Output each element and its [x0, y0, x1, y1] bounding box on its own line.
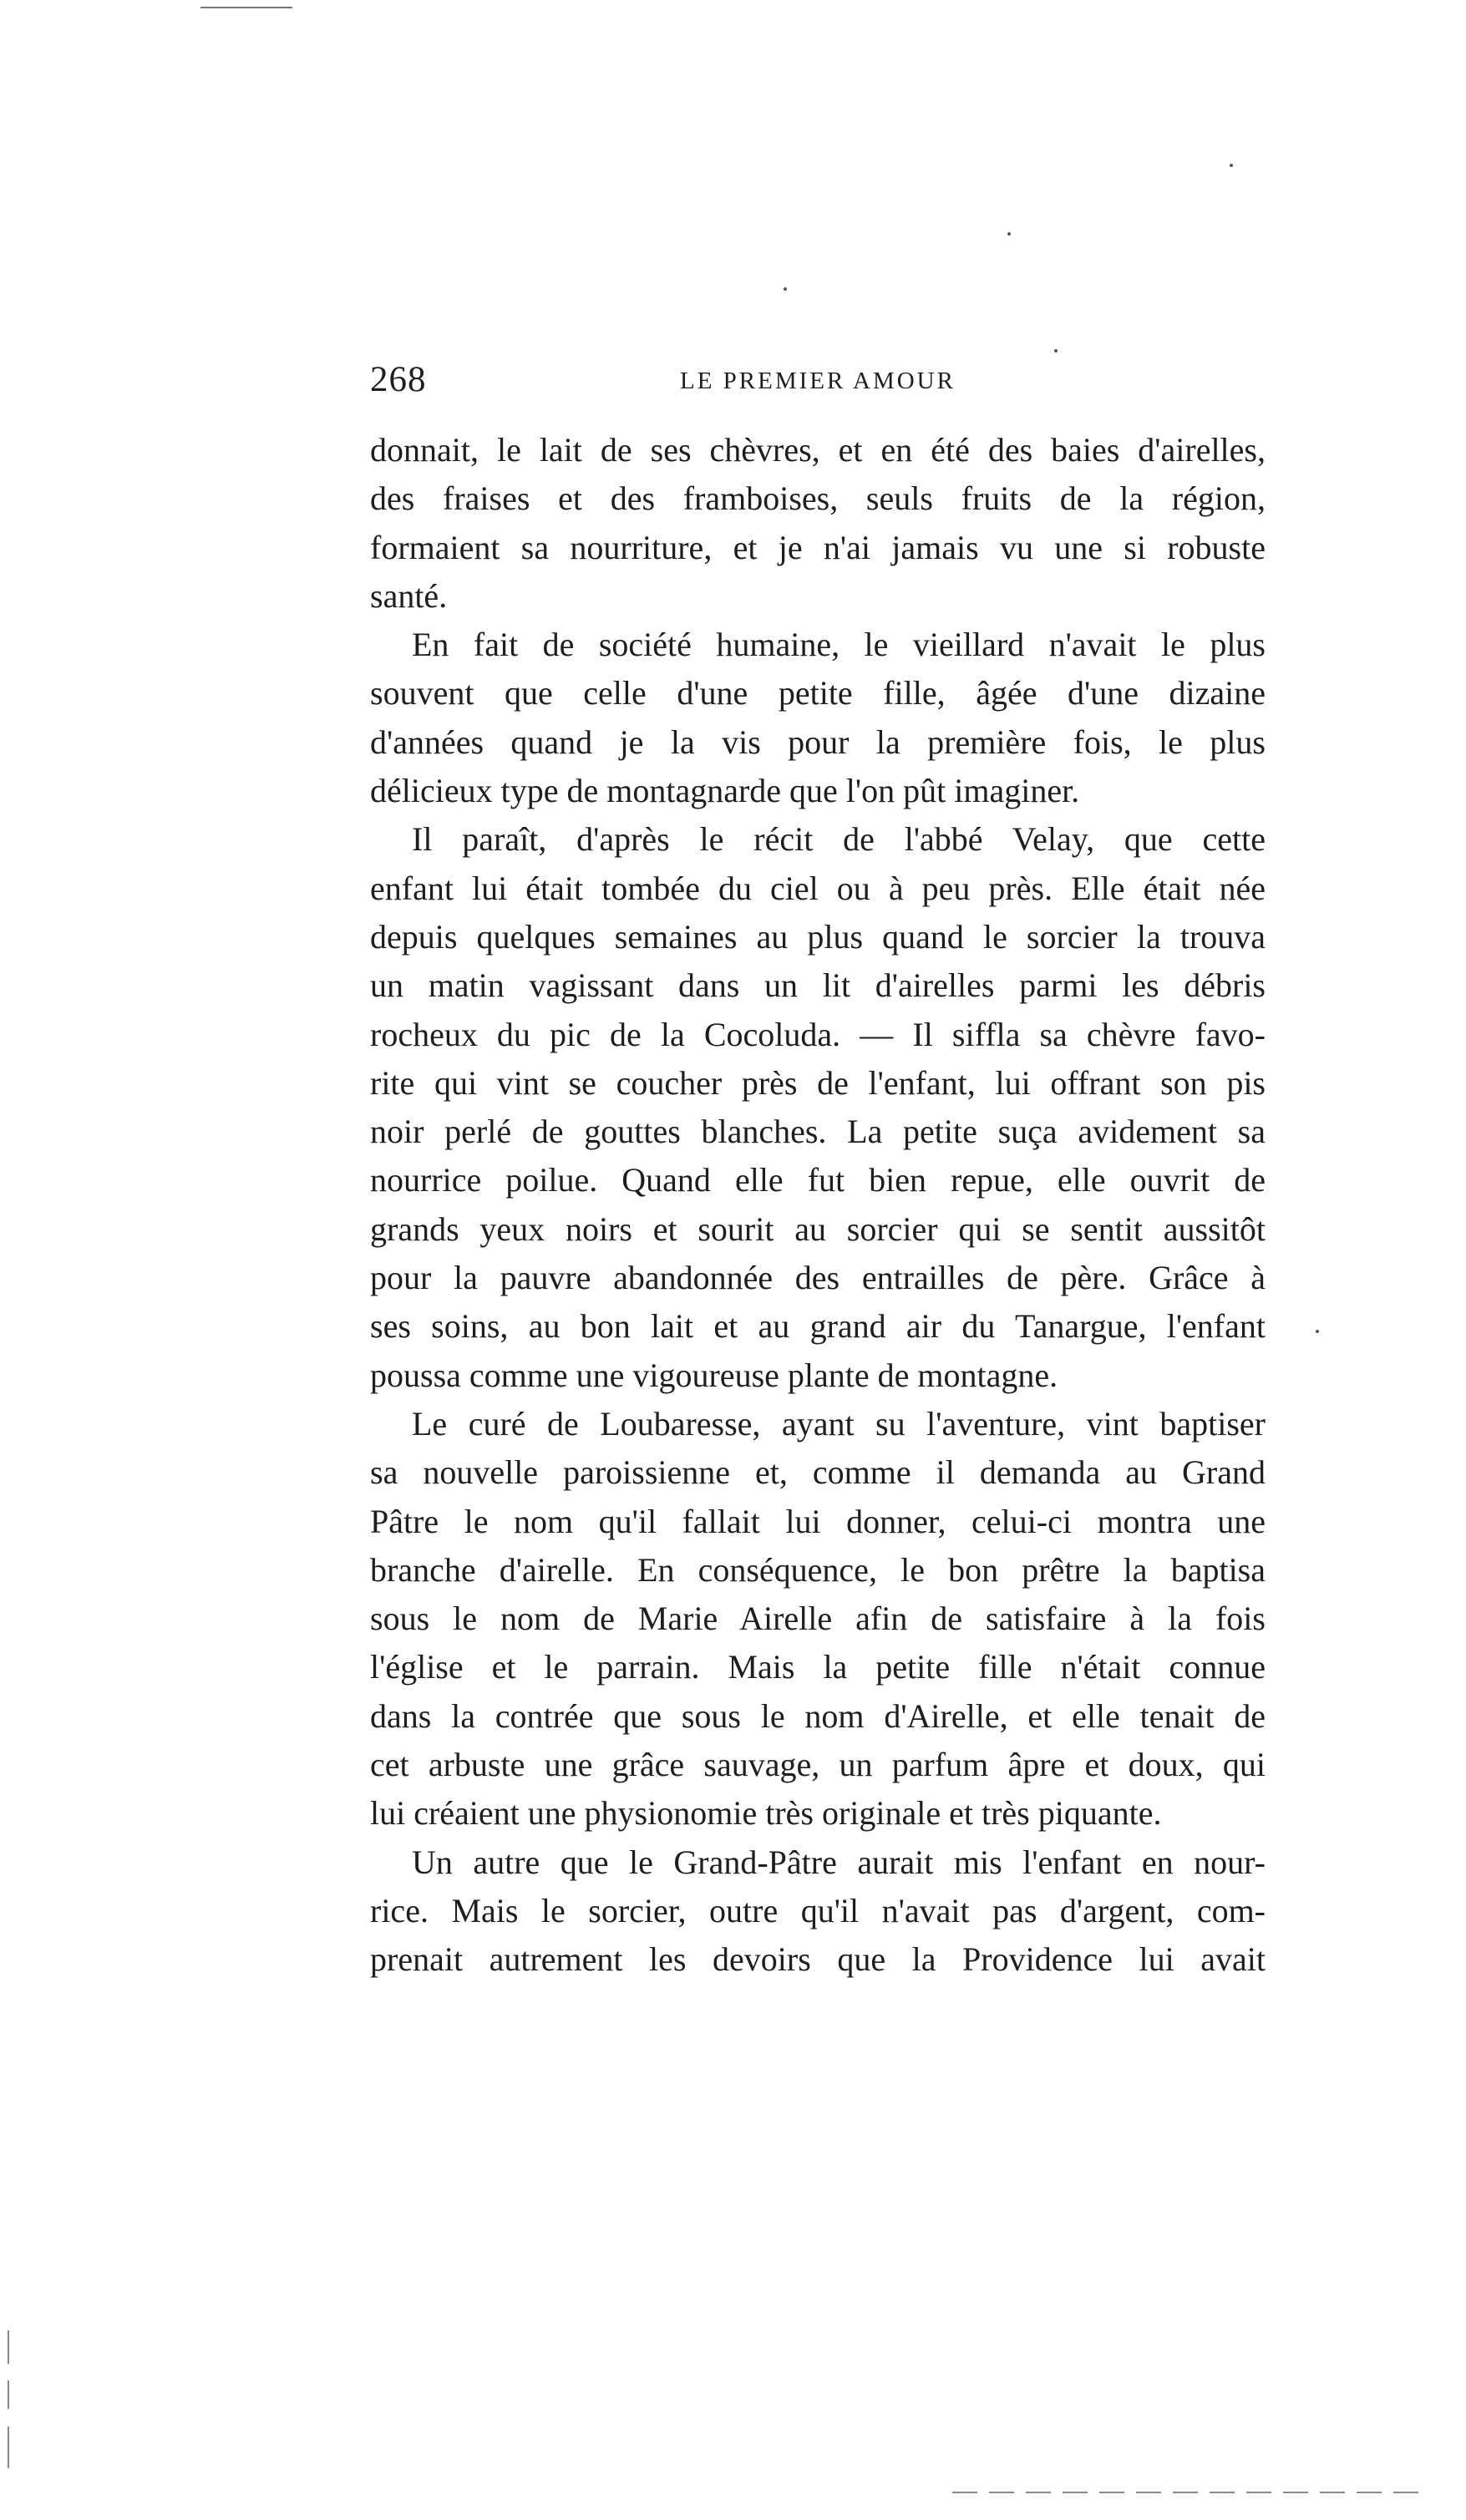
- page-speck: [1316, 1330, 1319, 1333]
- page-number: 268: [370, 360, 427, 399]
- text-line: un matin vagissant dans un lit d'airelles parmi les débris: [370, 966, 1266, 1005]
- page-speck: [784, 287, 787, 291]
- left-edge-mark: [8, 2381, 9, 2409]
- text-line: l'église et le parrain. Mais la petite fille n'était connue: [370, 1648, 1266, 1686]
- text-line: Le curé de Loubaresse, ayant su l'aventure, vint baptiser: [412, 1404, 1266, 1443]
- text-line: d'années quand je la vis pour la première fois, le plus: [370, 723, 1266, 761]
- text-line: dans la contrée que sous le nom d'Airelle, et elle tenait de: [370, 1696, 1266, 1735]
- text-line: ses soins, au bon lait et au grand air du Tanargue, l'enfant: [370, 1307, 1266, 1346]
- page-speck: [1007, 232, 1011, 236]
- text-line: santé.: [370, 576, 448, 615]
- text-line: En fait de société humaine, le vieillard n'avait le plus: [412, 626, 1266, 664]
- text-line: donnait, le lait de ses chèvres, et en été des baies d'airelles,: [370, 431, 1266, 469]
- text-line: rite qui vint se coucher près de l'enfant, lui offrant son pis: [370, 1063, 1266, 1102]
- text-line: poussa comme une vigoureuse plante de montagne.: [370, 1356, 1058, 1394]
- text-line: rocheux du pic de la Cocoluda. — Il siffla sa chèvre favo-: [370, 1015, 1266, 1053]
- bottom-edge-rule: [952, 2492, 1420, 2493]
- text-line: Il paraît, d'après le récit de l'abbé Velay, que cette: [412, 820, 1266, 859]
- text-line: enfant lui était tombée du ciel ou à peu près. Elle était née: [370, 869, 1266, 907]
- text-line: des fraises et des framboises, seuls fruits de la région,: [370, 479, 1266, 518]
- page-speck: [1054, 349, 1058, 352]
- text-line: noir perlé de gouttes blanches. La petite suça avidement sa: [370, 1113, 1266, 1151]
- left-edge-mark: [8, 2330, 9, 2364]
- text-line: cet arbuste une grâce sauvage, un parfum âpre et doux, qui: [370, 1746, 1266, 1784]
- text-line: branche d'airelle. En conséquence, le bon prêtre la baptisa: [370, 1550, 1266, 1589]
- text-line: Pâtre le nom qu'il fallait lui donner, celui-ci montra une: [370, 1502, 1266, 1540]
- left-edge-mark: [8, 2426, 9, 2468]
- text-line: lui créaient une physionomie très originale et très piquante.: [370, 1794, 1162, 1833]
- text-line: formaient sa nourriture, et je n'ai jamais vu une si robuste: [370, 528, 1266, 566]
- text-line: grands yeux noirs et sourit au sorcier qui se sentit aussitôt: [370, 1209, 1266, 1248]
- text-line: prenait autrement les devoirs que la Providence lui avait: [370, 1940, 1266, 1979]
- text-line: délicieux type de montagnarde que l'on pût imaginer.: [370, 772, 1080, 810]
- text-line: souvent que celle d'une petite fille, âgée d'une dizaine: [370, 674, 1266, 712]
- text-line: rice. Mais le sorcier, outre qu'il n'avait pas d'argent, com-: [370, 1891, 1266, 1929]
- page-header: [370, 359, 1266, 409]
- text-line: sous le nom de Marie Airelle afin de satisfaire à la fois: [370, 1600, 1266, 1638]
- page-speck: [1230, 164, 1233, 167]
- text-line: depuis quelques semaines au plus quand le sorcier la trouva: [370, 917, 1266, 956]
- text-line: sa nouvelle paroissienne et, comme il demanda au Grand: [370, 1453, 1266, 1492]
- text-line: Un autre que le Grand-Pâtre aurait mis l'enfant en nour-: [412, 1843, 1266, 1881]
- running-title: LE PREMIER AMOUR: [680, 368, 956, 394]
- body-text: [370, 426, 1266, 1985]
- text-line: nourrice poilue. Quand elle fut bien repue, elle ouvrit de: [370, 1161, 1266, 1199]
- top-edge-rule: [200, 7, 292, 8]
- text-line: pour la pauvre abandonnée des entrailles de père. Grâce à: [370, 1259, 1266, 1297]
